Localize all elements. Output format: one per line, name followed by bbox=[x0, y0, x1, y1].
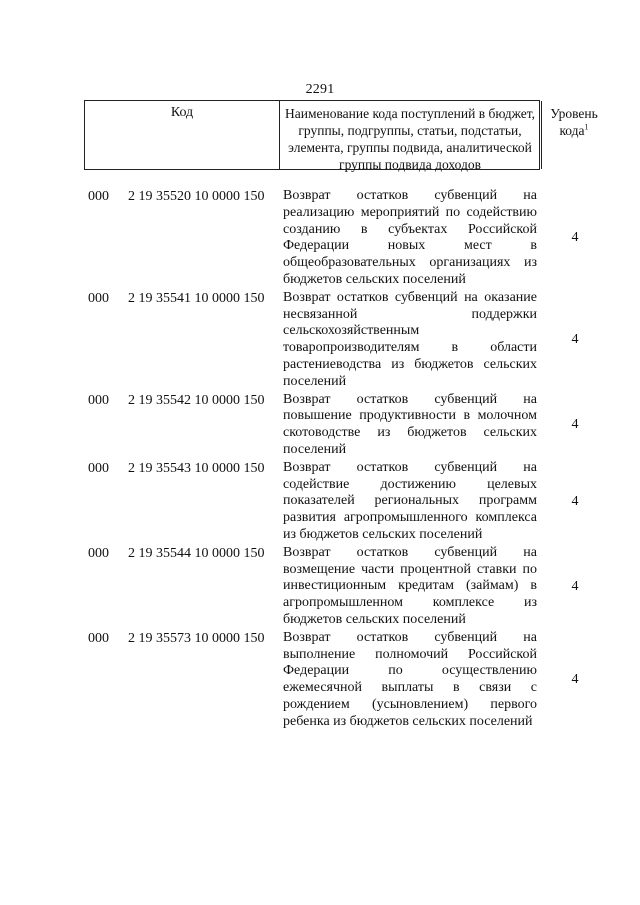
row-code: 2 19 35542 10 0000 150 bbox=[128, 392, 265, 408]
row-admin-code: 000 bbox=[88, 460, 109, 476]
row-code: 2 19 35543 10 0000 150 bbox=[128, 460, 265, 476]
row-code: 2 19 35541 10 0000 150 bbox=[128, 290, 265, 306]
row-admin-code: 000 bbox=[88, 545, 109, 561]
row-name: Возврат остатков субвенций на возмещение части процентной ставки по инвестиционным кредитам (займам) в агропромышленном комплексе из бюджетов сельских поселений bbox=[283, 544, 537, 627]
row-code: 2 19 35544 10 0000 150 bbox=[128, 545, 265, 561]
table-row bbox=[0, 545, 640, 629]
table-row bbox=[0, 392, 640, 459]
row-level: 4 bbox=[571, 578, 579, 594]
row-admin-code: 000 bbox=[88, 290, 109, 306]
row-name: Возврат остатков субвенций на выполнение полномочий Российской Федерации по осуществлению ежемесячной выплаты в связи с рождением (усыновлением) первого ребенка из бюджетов сельских поселений bbox=[283, 629, 537, 729]
table-header bbox=[84, 100, 598, 172]
header-level bbox=[542, 105, 606, 139]
row-level: 4 bbox=[571, 417, 579, 433]
table-row bbox=[0, 188, 640, 289]
table-body bbox=[0, 188, 640, 732]
row-admin-code: 000 bbox=[88, 630, 109, 646]
row-name: Возврат остатков субвенций на реализацию мероприятий по содействию созданию в субъектах Российской Федерации новых мест в общеобразовательных организациях из бюджетов сельских поселений bbox=[283, 188, 537, 287]
table-row bbox=[0, 460, 640, 544]
page-number: 2291 bbox=[305, 82, 335, 97]
row-name: Возврат остатков субвенций на содействие достижению целевых показателей региональных программ развития агропромышленного комплекса из бюджетов сельских поселений bbox=[283, 459, 537, 542]
header-code: Код bbox=[170, 105, 194, 120]
row-code: 2 19 35520 10 0000 150 bbox=[128, 189, 265, 204]
table-row bbox=[0, 290, 640, 391]
row-level: 4 bbox=[571, 493, 579, 509]
row-level: 4 bbox=[571, 672, 579, 688]
header-level-footnote: 1 bbox=[584, 122, 589, 132]
table-row bbox=[0, 630, 640, 731]
row-name: Возврат остатков субвенций на оказание несвязанной поддержки сельскохозяйственным товаропроизводителям в области растениеводства из бюджетов сельских поселений bbox=[283, 289, 537, 389]
row-admin-code: 000 bbox=[88, 189, 109, 204]
header-name: Наименование кода поступлений в бюджет, группы, подгруппы, статьи, подстатьи, элемента, группы подвида, аналитической группы подвида доходов bbox=[284, 106, 535, 172]
row-name: Возврат остатков субвенций на повышение продуктивности в молочном скотоводстве из бюджетов сельских поселений bbox=[283, 391, 537, 457]
header-level-label: Уровень кода bbox=[550, 106, 598, 138]
row-admin-code: 000 bbox=[88, 392, 109, 408]
row-level: 4 bbox=[571, 332, 579, 348]
row-level: 4 bbox=[571, 230, 579, 246]
row-code: 2 19 35573 10 0000 150 bbox=[128, 630, 265, 646]
